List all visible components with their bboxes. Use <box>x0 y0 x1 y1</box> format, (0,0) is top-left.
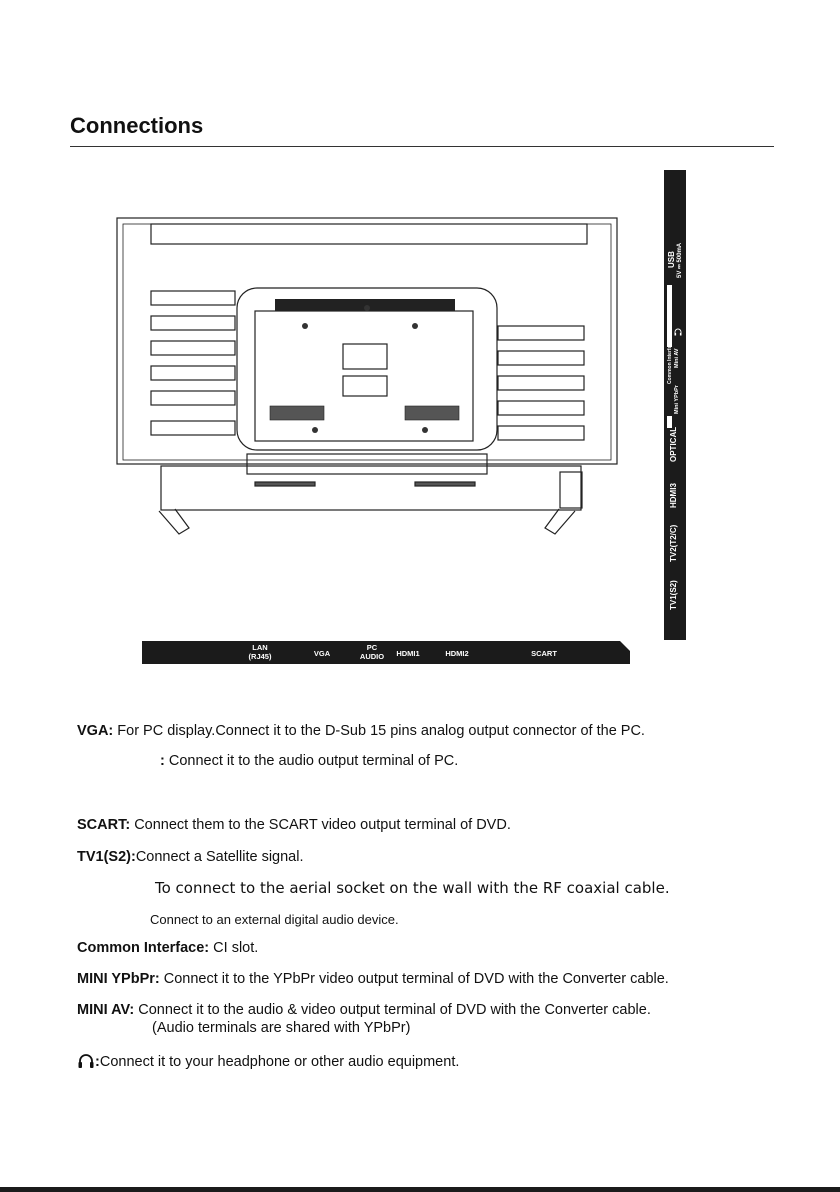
desc-tv1-label: TV1(S2): <box>77 849 136 865</box>
desc-miniav-label: MINI AV: <box>77 1002 135 1018</box>
desc-scart-text: Connect them to the SCART video output terminal of DVD. <box>134 817 511 833</box>
port-label-scart: SCART <box>531 649 557 658</box>
desc-mini-av <box>77 1002 651 1018</box>
port-label-hdmi1: HDMI1 <box>396 649 420 658</box>
side-label-mini-av: Mini AV <box>674 348 680 368</box>
desc-scart-label: SCART: <box>77 817 131 833</box>
desc-mini-av-note <box>152 1020 410 1036</box>
desc-vga-text: For PC display.Connect it to the D-Sub 15 pins analog output connector of the PC. <box>117 723 645 739</box>
side-label-mini-ypbpr: Mini YPbPr <box>674 385 680 414</box>
side-label-tv1: TV1(S2) <box>669 580 678 610</box>
desc-pc-audio-text: Connect it to the audio output terminal of PC. <box>168 753 459 769</box>
desc-ci-label: Common Interface: <box>77 940 210 956</box>
bottom-port-bar <box>142 641 630 664</box>
usb-slot <box>667 285 672 347</box>
side-headphone-icon <box>674 328 682 336</box>
port-label-lan <box>238 643 282 661</box>
port-pc-sub: AUDIO <box>359 652 385 661</box>
port-lan-name: LAN <box>252 643 268 652</box>
desc-optical-text: Connect to an external digital audio device. <box>150 912 399 927</box>
side-port-bar <box>664 170 686 640</box>
headphone-icon <box>77 1052 95 1069</box>
desc-optical <box>150 912 399 927</box>
port-lan-sub: (RJ45) <box>248 652 272 661</box>
side-label-optical: OPTICAL <box>669 426 678 462</box>
desc-tv1 <box>77 849 303 865</box>
desc-headphone <box>77 1052 459 1070</box>
title-divider <box>70 146 774 147</box>
side-label-common-interface: Common Interface <box>667 340 673 384</box>
desc-vga <box>77 723 645 739</box>
side-label-usb: USB <box>667 251 676 268</box>
desc-pc-audio <box>160 753 458 769</box>
port-label-hdmi2: HDMI2 <box>445 649 469 658</box>
desc-headphone-text: Connect it to your headphone or other audio equipment. <box>99 1054 460 1070</box>
side-label-tv2: TV2(T2/C) <box>669 524 678 562</box>
port-label-vga: VGA <box>313 649 331 658</box>
desc-vga-label: VGA: <box>77 723 114 739</box>
desc-miniav-text: Connect it to the audio & video output terminal of DVD with the Converter cable. <box>138 1002 651 1018</box>
desc-scart <box>77 817 511 833</box>
desc-ypbpr-text: Connect it to the YPbPr video output terminal of DVD with the Converter cable. <box>163 971 669 987</box>
desc-miniav-note: (Audio terminals are shared with YPbPr) <box>152 1020 411 1036</box>
desc-tv2-text: To connect to the aerial socket on the wall with the RF coaxial cable. <box>155 879 670 897</box>
desc-mini-ypbpr <box>77 971 669 987</box>
tv-rear-illustration <box>115 216 625 556</box>
desc-common-interface <box>77 940 258 956</box>
desc-ci-text: CI slot. <box>213 940 259 956</box>
port-pc-name: PC <box>366 643 378 652</box>
desc-pc-audio-colon: : <box>160 753 165 769</box>
desc-tv1-text: Connect a Satellite signal. <box>135 849 304 865</box>
desc-tv2 <box>155 879 670 897</box>
desc-ypbpr-label: MINI YPbPr: <box>77 971 160 987</box>
page-title: Connections <box>70 113 204 138</box>
page-bottom-border <box>0 1187 840 1192</box>
desc-headphone-colon: : <box>95 1054 100 1070</box>
side-label-hdmi3: HDMI3 <box>669 483 678 508</box>
side-label-usb-rating: 5V ⎓ 500mA <box>677 242 683 278</box>
